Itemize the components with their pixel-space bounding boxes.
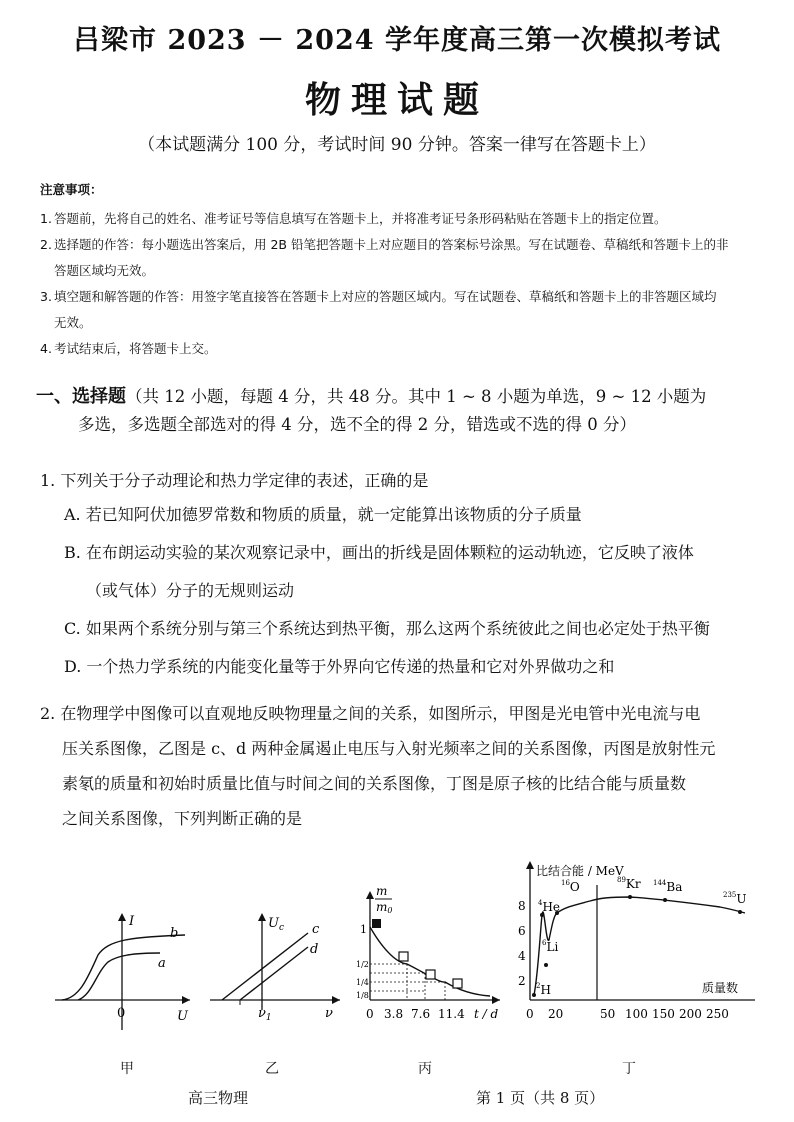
jia-label-b: b xyxy=(170,926,179,941)
section-header xyxy=(36,383,766,439)
ding-point xyxy=(532,993,536,997)
ding-ylabel: 比结合能 / MeV xyxy=(536,864,624,878)
notes-heading: 注意事项： xyxy=(40,182,103,197)
ding-x-tick: 0 xyxy=(526,1007,534,1021)
notes-item-text: 选择题的作答：每小题选出答案后，用 2B 铅笔把答题卡上对应题目的答案标号涂黑。写在试题卷、草稿纸和答题卡上的非 xyxy=(54,237,729,252)
ding-x-tick: 200 xyxy=(679,1007,702,1021)
notes-item xyxy=(40,232,760,258)
option-b-cont: （或气体）分子的无规则运动 xyxy=(86,581,295,600)
figure-caption-ding: 丁 xyxy=(622,1061,636,1077)
bing-marker xyxy=(372,919,381,928)
nuclide-o: $^{16}$O xyxy=(561,879,580,894)
bing-xlabel: t / d xyxy=(474,1007,499,1021)
figure-yi xyxy=(210,913,340,1023)
notes-item-num: 4. xyxy=(40,341,52,356)
ding-x-tick: 100 xyxy=(625,1007,648,1021)
ding-x-tick: 250 xyxy=(706,1007,729,1021)
bing-x-tick: 0 xyxy=(366,1007,374,1021)
section-desc-2: 多选，多选题全部选对的得 4 分，选不全的得 2 分，错选或不选的得 0 分） xyxy=(78,415,636,434)
option-c: C. 如果两个系统分别与第三个系统达到热平衡，那么这两个系统彼此之间也必定处于热平衡 xyxy=(64,619,710,638)
bing-x-arrow xyxy=(492,996,500,1004)
ding-x-tick: 150 xyxy=(652,1007,675,1021)
ding-y-tick: 4 xyxy=(518,949,526,963)
option-b: B. 在布朗运动实验的某次观察记录中，画出的折线是固体颗粒的运动轨迹，它反映了液体 xyxy=(64,543,694,562)
ding-xlabel: 质量数 xyxy=(702,981,739,995)
question-1-stem: 1. 下列关于分子动理论和热力学定律的表述，正确的是 xyxy=(40,471,429,490)
ding-point xyxy=(663,898,667,902)
jia-origin: 0 xyxy=(117,1006,126,1021)
question-2-line: 素氡的质量和初始时质量比值与时间之间的关系图像，丁图是原子核的比结合能与质量数 xyxy=(62,774,687,793)
notes-item xyxy=(40,206,760,232)
bing-y-tick: 1/4 xyxy=(356,978,369,987)
jia-label-a: a xyxy=(158,956,166,971)
jia-curve-a xyxy=(78,953,160,1000)
yi-line-c xyxy=(222,933,308,1000)
notes-item-num: 1. xyxy=(40,211,52,226)
question-2-line: 压关系图像，乙图是 c、d 两种金属遏止电压与入射光频率之间的关系图像，丙图是放射性元 xyxy=(62,739,716,758)
exam-subtitle: （本试题满分 100 分，考试时间 90 分钟。答案一律写在答题卡上） xyxy=(138,135,656,155)
bing-marker xyxy=(426,970,435,979)
bing-ylabel-num: m xyxy=(376,884,388,898)
yi-y-arrow xyxy=(258,913,266,921)
figure-jia xyxy=(55,913,190,1030)
section-heading: 一、选择题 xyxy=(36,386,126,407)
ding-point xyxy=(628,895,632,899)
question-2-line: 之间关系图像，下列判断正确的是 xyxy=(62,809,303,828)
bing-y-tick: 1 xyxy=(360,923,367,936)
figure-caption-yi: 乙 xyxy=(265,1061,279,1077)
nuclide-ba: $^{144}$Ba xyxy=(653,879,683,894)
ding-y-arrow xyxy=(526,861,534,869)
bing-marker xyxy=(453,979,462,988)
yi-line-d xyxy=(240,947,308,1000)
yi-xlabel: ν xyxy=(325,1006,333,1021)
figure-caption-bing: 丙 xyxy=(418,1061,432,1077)
ding-y-tick: 6 xyxy=(518,924,526,938)
ding-x-tick: 20 xyxy=(548,1007,564,1021)
ding-point xyxy=(738,910,742,914)
bing-x-tick: 11.4 xyxy=(438,1007,465,1021)
ding-x-tick: 50 xyxy=(600,1007,616,1021)
bing-decay-curve xyxy=(370,927,490,996)
question-2-line: 2. 在物理学中图像可以直观地反映物理量之间的关系，如图所示，甲图是光电管中光电流与电 xyxy=(40,704,701,723)
figure-caption-jia: 甲 xyxy=(120,1061,134,1077)
jia-ylabel: I xyxy=(129,914,135,929)
bing-y-arrow xyxy=(366,891,374,899)
jia-y-arrow xyxy=(118,913,126,921)
question-2 xyxy=(40,696,760,836)
figure-ding xyxy=(518,861,755,1021)
bing-x-tick: 3.8 xyxy=(384,1007,404,1021)
bing-y-tick: 1/2 xyxy=(356,960,369,969)
bing-y-tick: 1/8 xyxy=(356,991,369,1000)
notes-item-cont: 无效。 xyxy=(54,315,92,330)
jia-xlabel: U xyxy=(177,1009,188,1024)
notes-block xyxy=(40,180,760,362)
notes-item-cont: 答题区域均无效。 xyxy=(54,263,155,278)
notes-item xyxy=(40,336,760,362)
nuclide-he: $^4$He xyxy=(538,899,561,914)
nuclide-u: $^{235}$U xyxy=(723,891,747,906)
yi-label-c: c xyxy=(312,922,320,937)
exam-title: 吕梁市 2023 － 2024 学年度高三第一次模拟考试 xyxy=(73,25,721,56)
subject-title: 物理试题 xyxy=(304,79,489,121)
yi-x-arrow xyxy=(332,996,340,1004)
bing-ylabel-den: m0 xyxy=(376,900,393,915)
option-d: D. 一个热力学系统的内能变化量等于外界向它传递的热量和它对外界做功之和 xyxy=(64,657,615,676)
yi-x-tick-v1: $\nu_1$ xyxy=(258,1006,272,1023)
figures-row xyxy=(0,855,794,1045)
option-a: A. 若已知阿伏加德罗常数和物质的质量，就一定能算出该物质的分子质量 xyxy=(64,505,582,524)
notes-item-num: 3. xyxy=(40,289,52,304)
notes-item-text: 填空题和解答题的作答：用签字笔直接答在答题卡上对应的答题区域内。写在试题卷、草稿纸和答题卡上的非答题区域均 xyxy=(54,289,717,304)
nuclide-kr: $^{89}$Kr xyxy=(617,876,641,891)
notes-item-text: 答题前，先将自己的姓名、准考证号等信息填写在答题卡上，并将准考证号条形码粘贴在答题卡上的指定位置。 xyxy=(54,211,667,226)
figure-bing xyxy=(356,884,500,1021)
jia-curve-b xyxy=(62,935,185,1000)
footer-subject: 高三物理 xyxy=(188,1089,249,1107)
question-1 xyxy=(40,466,760,686)
yi-label-d: d xyxy=(310,942,319,957)
nuclide-h: $^2$H xyxy=(536,982,551,997)
footer-page: 第 1 页（共 8 页） xyxy=(476,1089,605,1107)
ding-y-tick: 2 xyxy=(518,974,526,988)
ding-y-tick: 8 xyxy=(518,899,526,913)
notes-item-num: 2. xyxy=(40,237,52,252)
ding-point xyxy=(544,963,548,967)
bing-x-tick: 7.6 xyxy=(411,1007,431,1021)
notes-item xyxy=(40,284,760,310)
notes-item-text: 考试结束后，将答题卡上交。 xyxy=(54,341,217,356)
nuclide-li: $^6$Li xyxy=(542,939,559,954)
section-desc-1: （共 12 小题，每题 4 分，共 48 分。其中 1 ~ 8 小题为单选，9 ~ 12 小题为 xyxy=(126,387,707,406)
bing-marker xyxy=(399,952,408,961)
yi-ylabel: $U_c$ xyxy=(268,916,285,933)
jia-x-arrow xyxy=(182,996,190,1004)
